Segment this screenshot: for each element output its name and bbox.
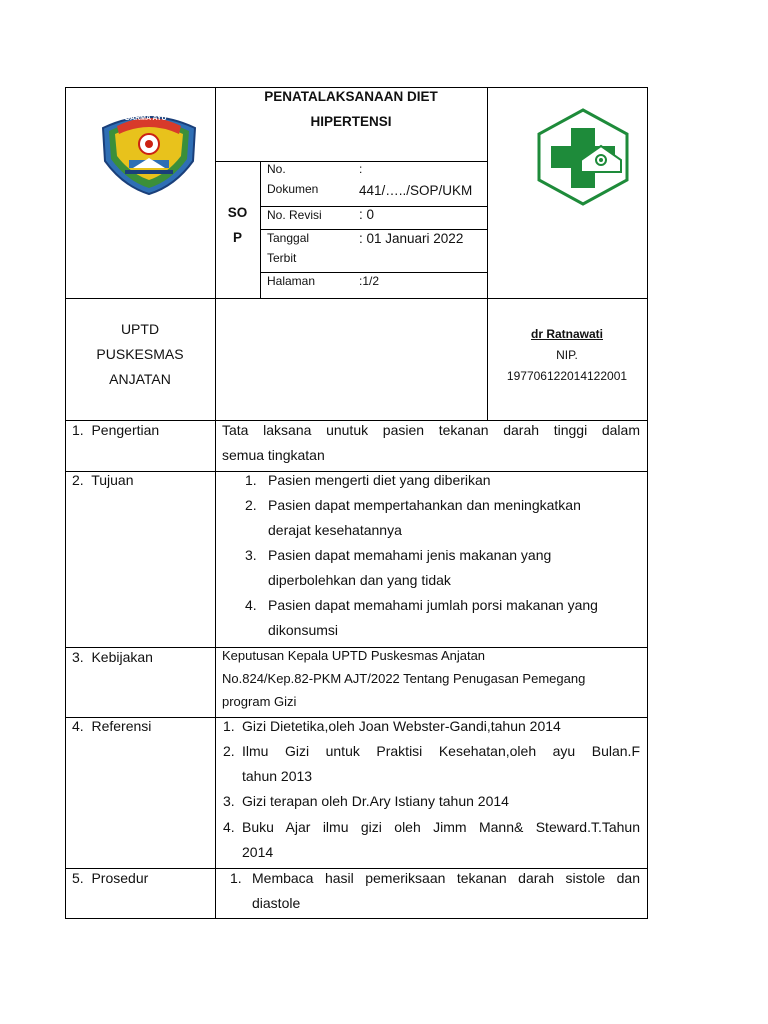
pengertian-text: Tata laksana unutuk pasien tekanan darah tinggi dalam [222,422,640,438]
list-item: Gizi Dietetika,oleh Joan Webster-Gandi,tahun 2014 [242,718,561,734]
district-logo [95,106,203,196]
list-item: Ilmu Gizi untuk Praktisi Kesehatan,oleh ayu Bulan.F [242,743,640,759]
list-item-number: 2. [245,497,257,513]
list-item: Buku Ajar ilmu gizi oleh Jimm Mann& Steward.T.Tahun [242,819,640,835]
issue-date-value: : 01 Januari 2022 [359,231,464,246]
section-label-tujuan: 2. Tujuan [72,472,134,488]
signatory-nip: 197706122014122001 [506,369,628,383]
list-item-number: 4. [223,819,235,835]
revision-value: : 0 [359,207,375,222]
doc-number-label: Dokumen [267,182,319,196]
doc-number-value: : [359,162,363,176]
org-name-line2: PUSKESMAS [96,346,184,362]
kebijakan-text: No.824/Kep.82-PKM AJT/2022 Tentang Penugasan Pemegang [222,671,586,686]
list-item: Pasien dapat memahami jumlah porsi makanan yang [268,597,598,613]
list-item-number: 2. [223,743,235,759]
sop-label-line2: P [232,230,242,245]
list-item: Pasien mengerti diet yang diberikan [268,472,491,488]
section-label-pengertian: 1. Pengertian [72,422,160,438]
list-item: tahun 2013 [242,768,313,784]
list-item-number: 1. [223,718,235,734]
org-name-line3: ANJATAN [109,371,171,387]
list-item: 2014 [242,844,274,860]
doc-number-value: 441/…../SOP/UKM [359,183,473,198]
section-label-prosedur: 5. Prosedur [72,870,149,886]
list-item: diperbolehkan dan yang tidak [268,572,451,588]
list-item: dikonsumsi [268,622,339,638]
doc-title-line1: PENATALAKSANAAN DIET [264,89,438,104]
org-name-line1: UPTD [120,321,160,337]
list-item: derajat kesehatannya [268,522,402,538]
list-item: Pasien dapat memahami jenis makanan yang [268,547,552,563]
list-item: Pasien dapat mempertahankan dan meningkatkan [268,497,581,513]
kebijakan-text: program Gizi [222,694,297,709]
signatory-nip-label: NIP. [556,348,578,362]
list-item-number: 3. [223,793,235,809]
issue-date-label: Tanggal [267,231,310,245]
logo-left-text: DARMA AYU [125,115,167,122]
section-label-referensi: 4. Referensi [72,718,152,734]
list-item-number: 3. [245,547,257,563]
doc-title-line2: HIPERTENSI [310,114,392,129]
list-item: Gizi terapan oleh Dr.Ary Istiany tahun 2014 [242,793,509,809]
list-item: Membaca hasil pemeriksaan tekanan darah sistole dan [252,870,640,886]
list-item: diastole [252,895,301,911]
revision-label: No. Revisi [267,208,322,222]
kebijakan-text: Keputusan Kepala UPTD Puskesmas Anjatan [222,648,486,663]
signatory-name: dr Ratnawati [530,327,603,341]
list-item-number: 4. [245,597,257,613]
puskesmas-logo [535,108,631,206]
pengertian-text: semua tingkatan [222,447,325,463]
page-value: :1/2 [359,274,380,288]
list-item-number: 1. [230,870,242,886]
list-item-number: 1. [245,472,257,488]
section-label-kebijakan: 3. Kebijakan [72,649,153,665]
doc-number-label: No. [267,162,286,176]
page-label: Halaman [267,274,316,288]
issue-date-label: Terbit [267,251,297,265]
sop-label-line1: SO [227,205,248,220]
